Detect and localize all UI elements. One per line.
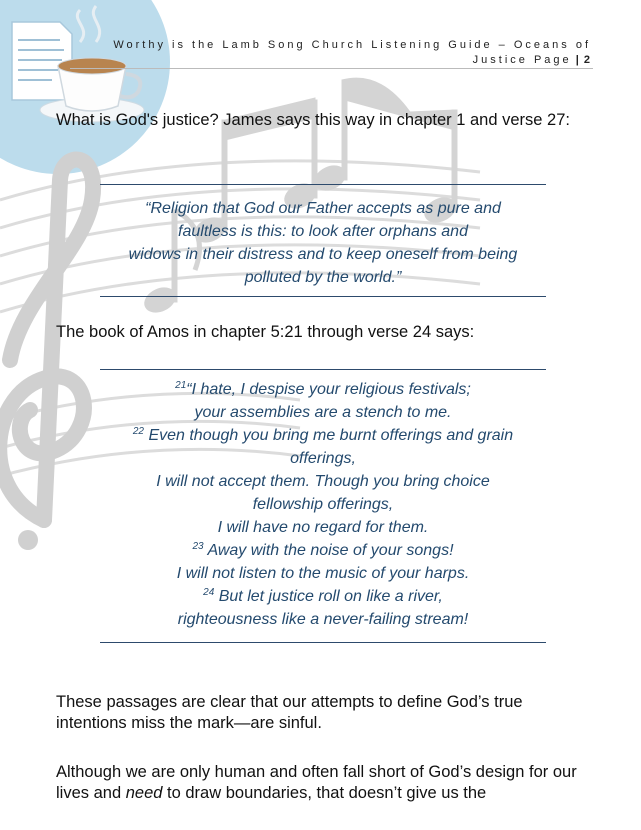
header-page-number: 2: [583, 54, 591, 66]
verse-number: 22: [132, 426, 144, 437]
conclusion-paragraph: These passages are clear that our attempts to define God’s true intentions miss the mark—are sinful.: [56, 693, 523, 732]
quote-line: [100, 447, 546, 470]
intro-paragraph: What is God's justice? James says this way in chapter 1 and verse 27:: [56, 111, 570, 129]
verse-text: I will not accept them. Though you bring choice: [156, 473, 490, 490]
quote-line: [100, 539, 546, 562]
verse-text: I will not listen to the music of your harps.: [176, 565, 470, 582]
header-title: Worthy is the Lamb Song Church Listening Guide – Oceans of Justice: [113, 39, 591, 66]
quote-line: “Religion that God our Father accepts as pure and: [145, 200, 501, 217]
quote-line: [100, 608, 546, 631]
verse-number: 24: [203, 587, 215, 598]
amos-quote-block: [100, 369, 546, 643]
quote-line: [100, 378, 546, 401]
quote-line: [100, 516, 546, 539]
quote-line: [100, 470, 546, 493]
quote-line: [100, 562, 546, 585]
verse-text: Even though you bring me burnt offerings and grain: [144, 427, 514, 444]
verse-text: your assemblies are a stench to me.: [194, 404, 452, 421]
verse-number: 23: [192, 541, 204, 552]
verse-text: righteousness like a never-failing stream!: [177, 611, 469, 628]
quote-line: [100, 424, 546, 447]
quote-line: [100, 585, 546, 608]
verse-text: I will have no regard for them.: [217, 519, 429, 536]
quote-line: [100, 401, 546, 424]
verse-number: 21: [175, 380, 187, 391]
header-page-separator: |: [571, 54, 584, 66]
quote-line: faultless is this: to look after orphans and: [178, 223, 468, 240]
verse-text: But let justice roll on like a river,: [214, 588, 443, 605]
page-header: [70, 38, 591, 68]
quote-line: polluted by the world.”: [244, 269, 402, 286]
quote-line: [100, 493, 546, 516]
header-page-label: Page: [533, 54, 572, 66]
verse-text: fellowship offerings,: [252, 496, 394, 513]
verse-text: offerings,: [290, 450, 356, 467]
verse-text: “I hate, I despise your religious festivals;: [186, 381, 471, 398]
quote-line: widows in their distress and to keep oneself from being: [128, 246, 518, 263]
verse-text: Away with the noise of your songs!: [203, 542, 454, 559]
closing-paragraph: [56, 762, 596, 804]
amos-intro-paragraph: The book of Amos in chapter 5:21 through verse 24 says:: [56, 323, 475, 341]
closing-text: to draw boundaries, that doesn’t give us the: [162, 784, 487, 802]
header-rule: [70, 68, 593, 69]
james-quote-block: [100, 184, 546, 297]
closing-text: Although we are only human and often fall short of God’s design for our lives and: [56, 763, 577, 802]
closing-emphasis: need: [125, 784, 163, 802]
